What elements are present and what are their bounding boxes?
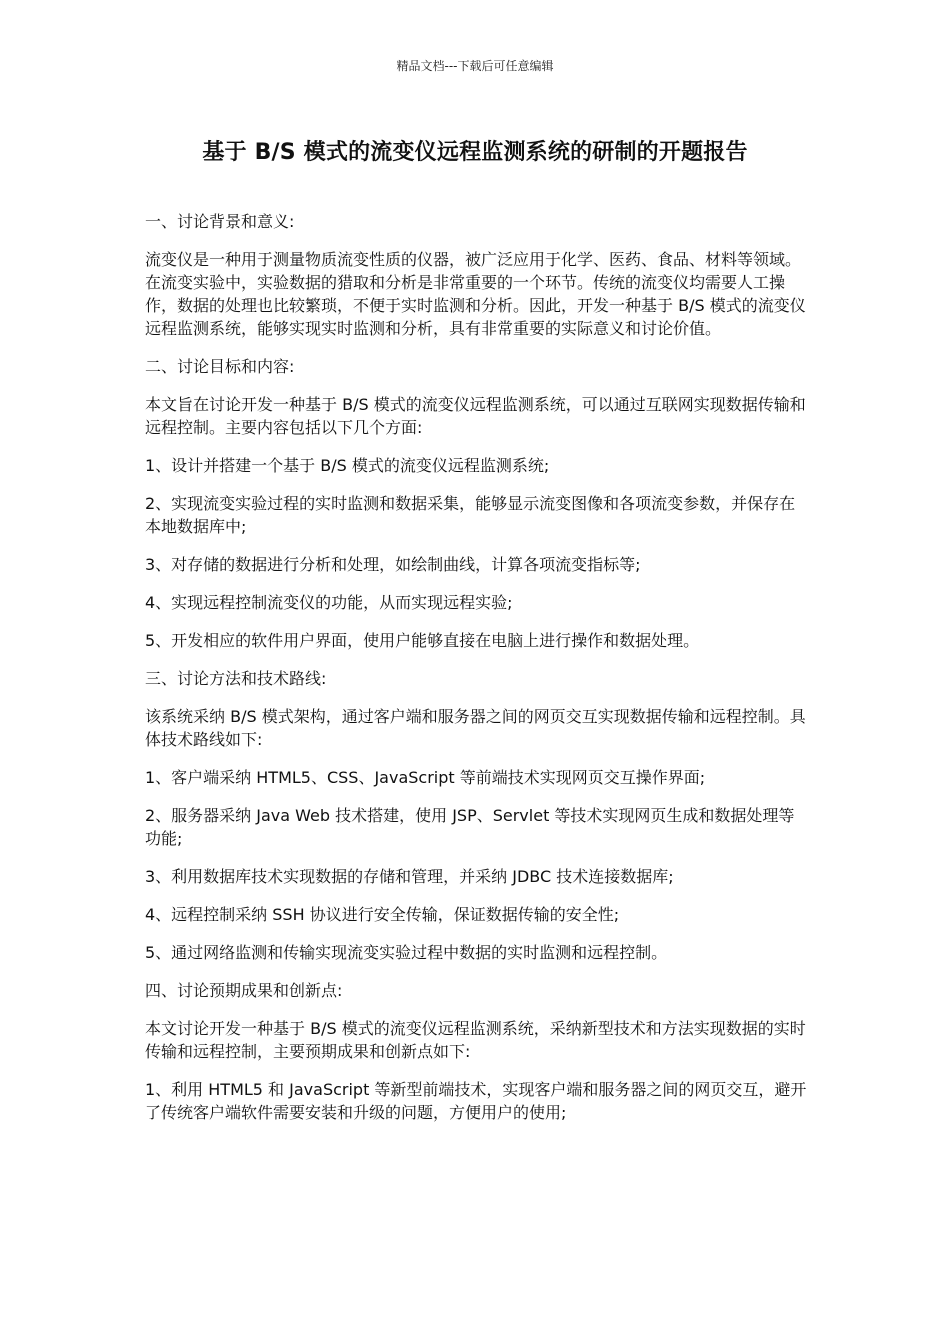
list-item: 1、客户端采纳 HTML5、CSS、JavaScript 等前端技术实现网页交互操作界面; bbox=[145, 768, 706, 787]
document-title: 基于 B/S 模式的流变仪远程监测系统的研制的开题报告 bbox=[202, 140, 748, 165]
list-item: 2、服务器采纳 Java Web 技术搭建，使用 JSP、Servlet 等技术实现网页生成和数据处理等功能; bbox=[145, 806, 795, 848]
section-heading-goals: 二、讨论目标和内容: bbox=[145, 357, 295, 376]
list-item: 5、开发相应的软件用户界面，使用户能够直接在电脑上进行操作和数据处理。 bbox=[145, 631, 700, 650]
list-item: 3、对存储的数据进行分析和处理，如绘制曲线，计算各项流变指标等; bbox=[145, 555, 641, 574]
list-item: 4、实现远程控制流变仪的功能，从而实现远程实验; bbox=[145, 593, 513, 612]
body-paragraph: 该系统采纳 B/S 模式架构，通过客户端和服务器之间的网页交互实现数据传输和远程控制。具体技术路线如下: bbox=[145, 707, 806, 749]
list-item: 1、设计并搭建一个基于 B/S 模式的流变仪远程监测系统; bbox=[145, 456, 550, 475]
list-item: 3、利用数据库技术实现数据的存储和管理，并采纳 JDBC 技术连接数据库; bbox=[145, 867, 674, 886]
list-item: 1、利用 HTML5 和 JavaScript 等新型前端技术，实现客户端和服务器之间的网页交互，避开了传统客户端软件需要安装和升级的问题，方便用户的使用; bbox=[145, 1080, 807, 1122]
list-item: 5、通过网络监测和传输实现流变实验过程中数据的实时监测和远程控制。 bbox=[145, 943, 668, 962]
page-header-watermark: 精品文档---下载后可任意编辑 bbox=[396, 59, 554, 73]
section-heading-background: 一、讨论背景和意义: bbox=[145, 212, 295, 231]
section-heading-methods: 三、讨论方法和技术路线: bbox=[145, 669, 327, 688]
body-paragraph: 本文旨在讨论开发一种基于 B/S 模式的流变仪远程监测系统，可以通过互联网实现数据传输和远程控制。主要内容包括以下几个方面: bbox=[145, 395, 806, 437]
section-heading-outcomes: 四、讨论预期成果和创新点: bbox=[145, 981, 343, 1000]
body-paragraph: 流变仪是一种用于测量物质流变性质的仪器，被广泛应用于化学、医药、食品、材料等领域。在流变实验中，实验数据的猎取和分析是非常重要的一个环节。传统的流变仪均需要人工操作，数据的处理也比较繁琐，不便于实时监测和分析。因此，开发一种基于 B/S 模式的流变仪远程监测系统，能够实现实时监测和分析，具有非常重要的实际意义和讨论价值。 bbox=[145, 250, 806, 338]
body-paragraph: 本文讨论开发一种基于 B/S 模式的流变仪远程监测系统，采纳新型技术和方法实现数据的实时传输和远程控制，主要预期成果和创新点如下: bbox=[145, 1019, 806, 1061]
list-item: 4、远程控制采纳 SSH 协议进行安全传输，保证数据传输的安全性; bbox=[145, 905, 620, 924]
document-body bbox=[145, 210, 810, 1139]
list-item: 2、实现流变实验过程的实时监测和数据采集，能够显示流变图像和各项流变参数，并保存在本地数据库中; bbox=[145, 494, 796, 536]
